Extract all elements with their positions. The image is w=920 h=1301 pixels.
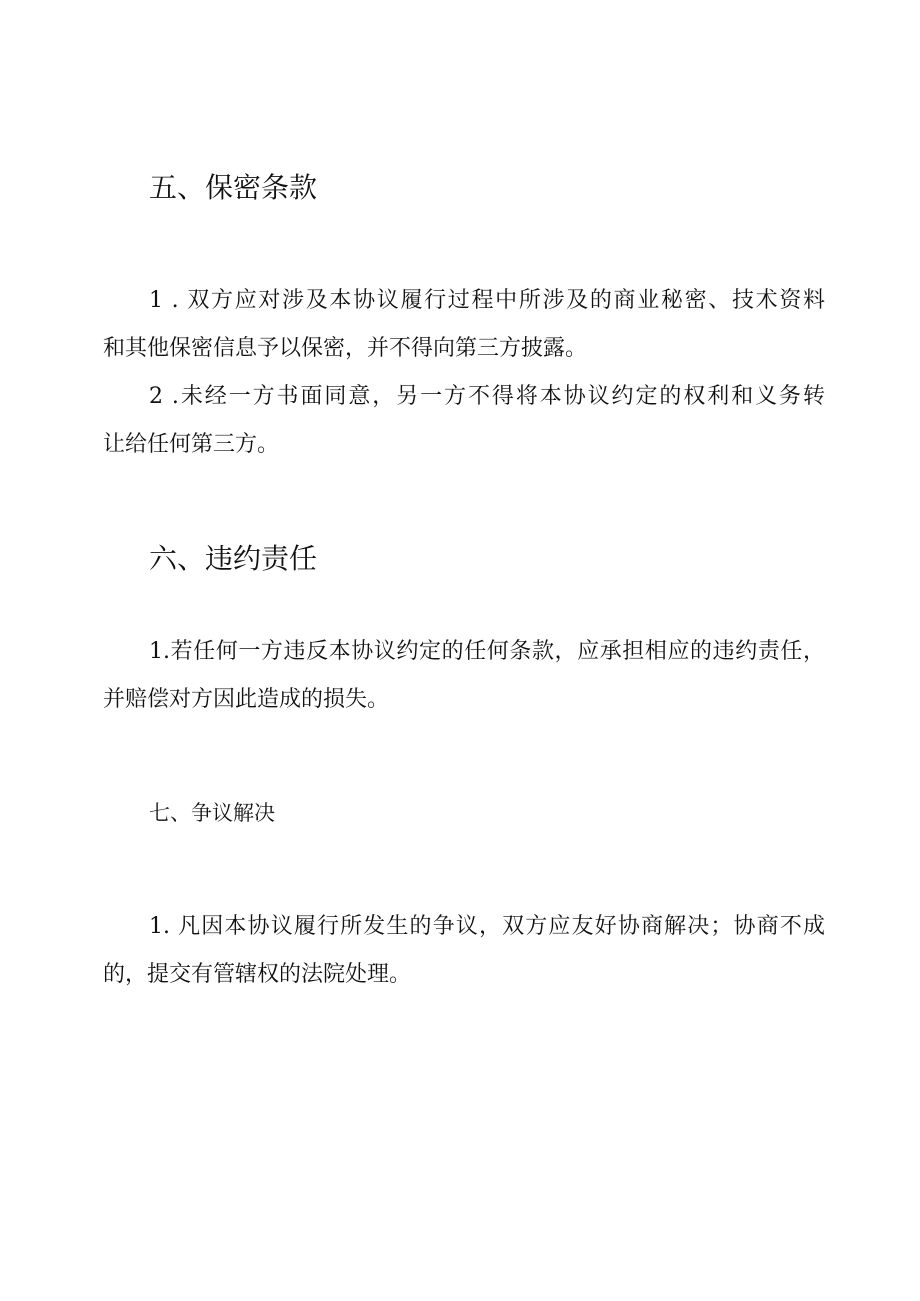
paragraph-line: 并赔偿对方因此造成的损失。 — [103, 687, 390, 712]
section-heading-confidentiality: 五、保密条款 — [149, 171, 318, 204]
paragraph-line: 2 .未经一方书面同意，另一方不得将本协议约定的权利和义务转 — [149, 384, 825, 409]
paragraph-line: 的，提交有管辖权的法院处理。 — [103, 962, 412, 987]
dispute-clause-1 — [103, 903, 825, 999]
paragraph-line: 1.若任何一方违反本协议约定的任何条款，应承担相应的违约责任， — [149, 639, 825, 664]
paragraph-line: 1 . 双方应对涉及本协议履行过程中所涉及的商业秘密、技术资料 — [149, 288, 825, 313]
paragraph-line: 和其他保密信息予以保密，并不得向第三方披露。 — [103, 336, 588, 361]
section-heading-liability: 六、违约责任 — [149, 542, 318, 575]
paragraph-line: 让给任何第三方。 — [103, 432, 280, 457]
liability-clause-1 — [103, 628, 825, 724]
section-heading-dispute: 七、争议解决 — [149, 801, 275, 825]
confidentiality-clause-1 — [103, 277, 825, 373]
confidentiality-clause-2 — [103, 373, 825, 469]
paragraph-line: 1. 凡因本协议履行所发生的争议，双方应友好协商解决；协商不成 — [149, 914, 825, 939]
